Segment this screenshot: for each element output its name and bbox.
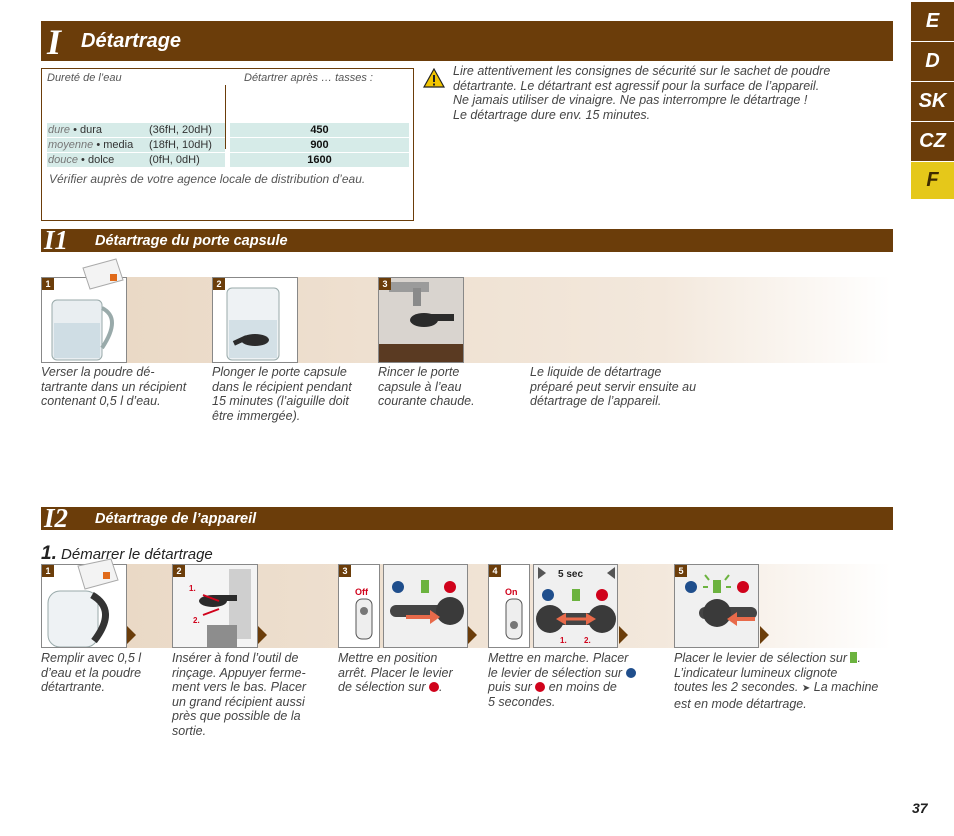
section-i1-roman: I1 bbox=[44, 225, 69, 255]
on-label: On bbox=[505, 587, 518, 597]
i2-step4-selector-image bbox=[533, 564, 618, 648]
lang-tab-sk[interactable]: SK bbox=[911, 82, 954, 122]
hardness-row-soft: douce • dolce (0fH, 0dH) 1600 bbox=[47, 153, 409, 167]
i1-step3-image: 3 bbox=[378, 277, 464, 363]
red-indicator-icon bbox=[535, 682, 545, 692]
step4-mark-1: 1. bbox=[560, 636, 567, 645]
i2-step4-caption: Mettre en marche. Placer le levier de sélection sur puis sur en moins de 5 secondes. bbox=[488, 651, 636, 709]
i1-step2-caption: Plonger le porte capsule dans le récipient pendant 15 minutes (l’aiguille doit être immergée). bbox=[212, 365, 352, 423]
section-i2-roman: I2 bbox=[44, 503, 69, 533]
section-i-header bbox=[41, 21, 893, 61]
section-i-roman: I bbox=[47, 22, 62, 62]
i2-step4-switch-image: 4 On bbox=[488, 564, 530, 648]
i2-step2-arrow bbox=[258, 626, 267, 644]
section-i-title: Détartrage bbox=[81, 30, 182, 52]
i1-step3-caption: Rincer le porte capsule à l’eau courante chaude. bbox=[378, 365, 475, 408]
cups-hard: 450 bbox=[230, 123, 409, 137]
descaler-sachet-icon bbox=[80, 258, 125, 290]
water-hardness-table bbox=[41, 68, 414, 221]
i1-step1-image: 1 bbox=[41, 277, 127, 363]
section-i1-title: Détartrage du porte capsule bbox=[95, 233, 288, 249]
i1-extra-note: Le liquide de détartrage préparé peut servir ensuite au détartrage de l’appareil. bbox=[530, 365, 697, 408]
green-indicator-icon bbox=[850, 652, 857, 663]
i2-step5-caption: Placer le levier de sélection sur . L’indicateur lumineux clignote toutes les 2 secondes. ➤ La machine est en mode détartrage. bbox=[674, 651, 879, 711]
warning-icon bbox=[423, 68, 445, 88]
timer-label: 5 sec bbox=[558, 569, 584, 580]
page-number: 37 bbox=[912, 800, 928, 816]
i2-step3-caption: Mettre en position arrêt. Placer le levier de sélection sur . bbox=[338, 651, 453, 694]
i2-step1-image: 1 bbox=[41, 564, 127, 648]
cups-col-header: Détartrer après … tasses : bbox=[244, 72, 373, 84]
section-i2-header bbox=[41, 503, 893, 533]
hardness-footer: Vérifier auprès de votre agence locale de distribution d’eau. bbox=[49, 172, 366, 186]
warning-text: Lire attentivement les consignes de sécurité sur le sachet de poudre détartrante. Le détartrant est agressif pour la surface de l’appareil. Ne jamais utiliser de vinaigre. Ne pas interrompre le détartrage ! Le détartrage dure env. 15 minutes. bbox=[453, 64, 831, 122]
i2-step1-arrow bbox=[127, 626, 136, 644]
cups-medium: 900 bbox=[230, 138, 409, 152]
i2-step3-switch-image: 3 Off bbox=[338, 564, 380, 648]
step2-mark-2: 2. bbox=[193, 616, 200, 625]
descaler-sachet-icon-2 bbox=[75, 558, 120, 590]
lang-tab-f[interactable]: F bbox=[911, 162, 954, 200]
i1-step1-caption: Verser la poudre dé- tartrante dans un récipient contenant 0,5 l d’eau. bbox=[41, 365, 187, 408]
step2-mark-1: 1. bbox=[189, 584, 196, 593]
off-label: Off bbox=[355, 587, 368, 597]
lang-tab-d[interactable]: D bbox=[911, 42, 954, 82]
section-i2-title: Détartrage de l’appareil bbox=[95, 511, 257, 527]
i2-step2-caption: Insérer à fond l’outil de rinçage. Appuyer ferme- ment vers le bas. Placer un grand récipient aussi près que possible de la sortie. bbox=[172, 651, 307, 738]
step4-mark-2: 2. bbox=[584, 636, 591, 645]
i2-step5-arrow bbox=[760, 626, 769, 644]
arrow-right-icon: ➤ bbox=[801, 683, 811, 694]
lang-tab-cz[interactable]: CZ bbox=[911, 122, 954, 162]
i1-step2-image: 2 bbox=[212, 277, 298, 363]
i2-subheading: 1. Démarrer le détartrage bbox=[41, 543, 213, 564]
i2-step3-arrow bbox=[468, 626, 477, 644]
hardness-row-hard: dure • dura (36fH, 20dH) 450 bbox=[47, 123, 409, 137]
hardness-row-medium: moyenne • media (18fH, 10dH) 900 bbox=[47, 138, 409, 152]
lang-tab-e[interactable]: E bbox=[911, 2, 954, 42]
i2-step1-caption: Remplir avec 0,5 l d’eau et la poudre détartrante. bbox=[41, 651, 142, 694]
i2-step4-arrow bbox=[619, 626, 628, 644]
i2-step2-image: 2 1. 2. bbox=[172, 564, 258, 648]
hardness-col-header: Dureté de l’eau bbox=[47, 72, 122, 84]
section-i1-header bbox=[41, 225, 893, 255]
i2-step3-selector-image bbox=[383, 564, 468, 648]
cups-soft: 1600 bbox=[230, 153, 409, 167]
red-indicator-icon bbox=[429, 682, 439, 692]
blue-indicator-icon bbox=[626, 668, 636, 678]
i2-step5-selector-image: 5 bbox=[674, 564, 759, 648]
